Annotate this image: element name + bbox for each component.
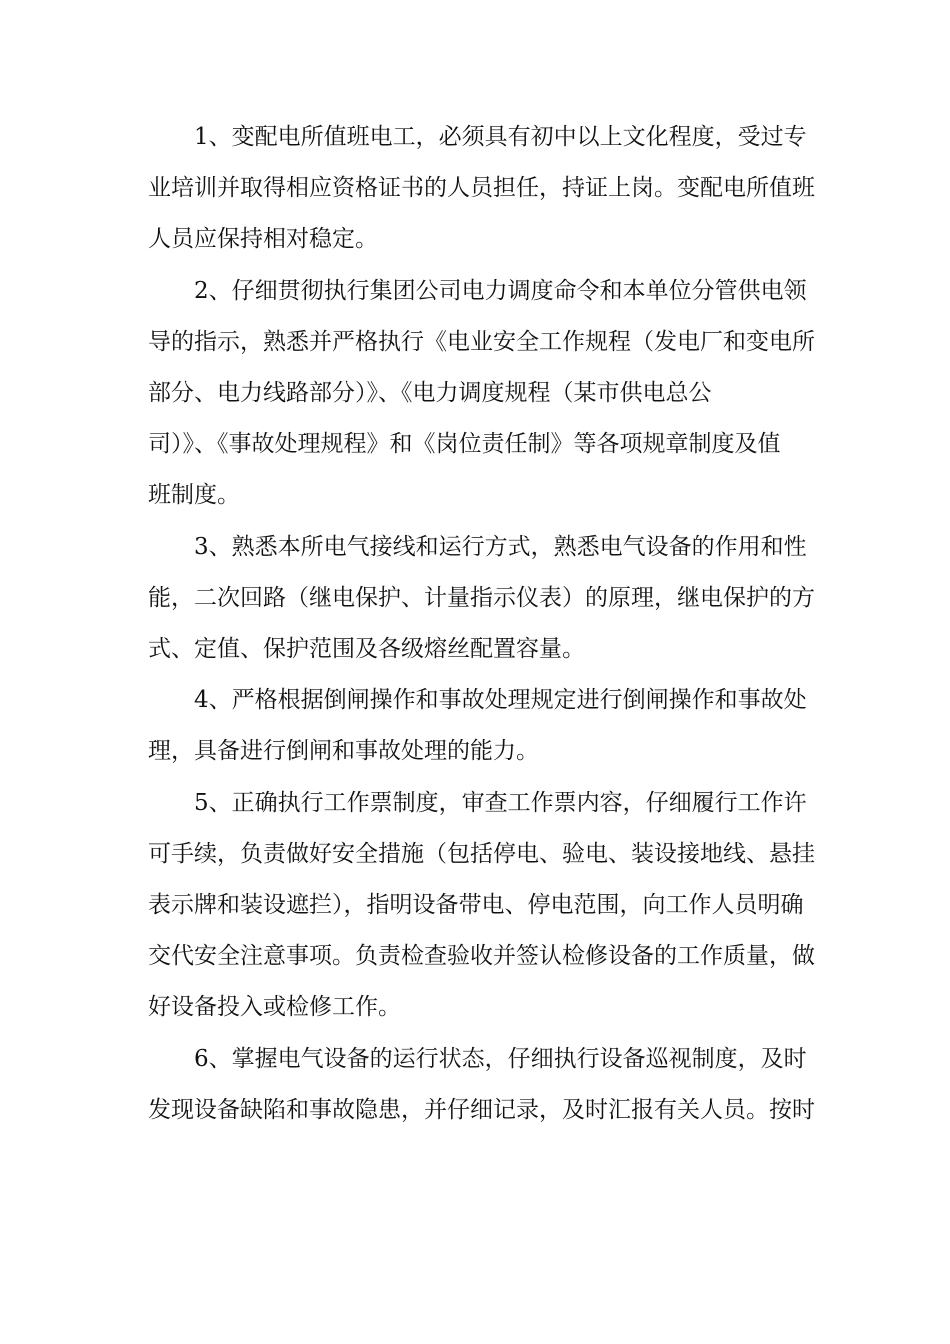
paragraph-3 bbox=[148, 522, 815, 676]
text-line: 能，二次回路（继电保护、计量指示仪表）的原理，继电保护的方 bbox=[148, 584, 815, 611]
text-line: 业培训并取得相应资格证书的人员担任，持证上岗。变配电所值班 bbox=[148, 175, 815, 202]
paragraph-2 bbox=[148, 266, 815, 522]
text-line: 发现设备缺陷和事故隐患，并仔细记录，及时汇报有关人员。按时 bbox=[148, 1096, 815, 1123]
text-line: 班制度。 bbox=[148, 482, 240, 509]
document-body bbox=[148, 112, 815, 1136]
text-line: 好设备投入或检修工作。 bbox=[148, 994, 401, 1021]
text-line: 部分、电力线路部分）》、《电力调度规程（某市供电总公 bbox=[148, 380, 712, 407]
paragraph-5 bbox=[148, 778, 815, 1034]
text-line: 司）》、《事故处理规程》和《岗位责任制》等各项规章制度及值 bbox=[148, 431, 781, 458]
text-line: 2、仔细贯彻执行集团公司电力调度命令和本单位分管供电领 bbox=[194, 277, 807, 304]
text-line: 表示牌和装设遮拦），指明设备带电、停电范围，向工作人员明确 bbox=[148, 892, 804, 919]
text-line: 式、定值、保护范围及各级熔丝配置容量。 bbox=[148, 636, 585, 663]
text-line: 理，具备进行倒闸和事故处理的能力。 bbox=[148, 738, 539, 765]
text-line: 可手续，负责做好安全措施（包括停电、验电、装设接地线、悬挂 bbox=[148, 840, 815, 867]
text-line: 4、严格根据倒闸操作和事故处理规定进行倒闸操作和事故处 bbox=[194, 687, 807, 714]
paragraph-4 bbox=[148, 675, 807, 777]
text-line: 1、变配电所值班电工，必须具有初中以上文化程度，受过专 bbox=[194, 124, 807, 150]
text-line: 交代安全注意事项。负责检查验收并签认检修设备的工作质量，做 bbox=[148, 943, 815, 970]
text-line: 导的指示，熟悉并严格执行《电业安全工作规程（发电厂和变电所 bbox=[148, 328, 815, 355]
paragraph-6 bbox=[148, 1034, 815, 1136]
text-line: 5、正确执行工作票制度，审查工作票内容，仔细履行工作许 bbox=[194, 789, 807, 816]
paragraph-1 bbox=[148, 112, 815, 266]
text-line: 3、熟悉本所电气接线和运行方式，熟悉电气设备的作用和性 bbox=[194, 533, 807, 560]
text-line: 6、掌握电气设备的运行状态，仔细执行设备巡视制度，及时 bbox=[194, 1045, 807, 1072]
text-line: 人员应保持相对稳定。 bbox=[148, 226, 378, 253]
